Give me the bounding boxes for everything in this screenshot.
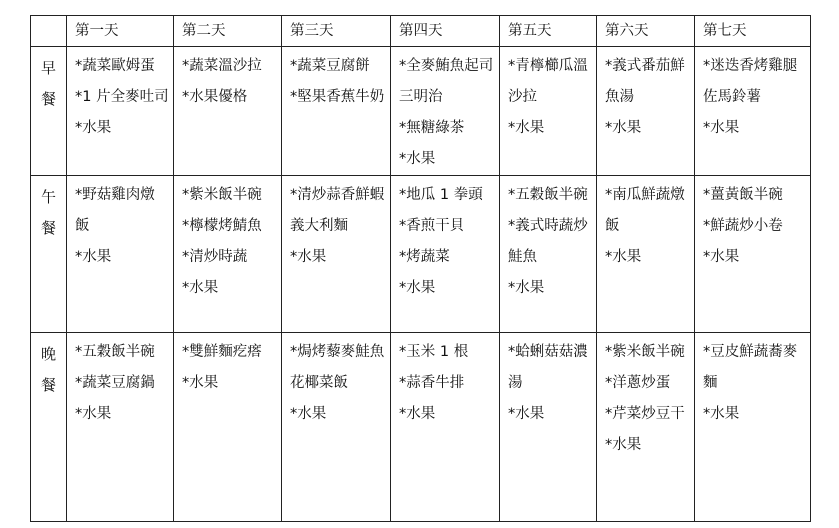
- menu-item: *清炒時蔬: [182, 249, 248, 265]
- menu-item: *五穀飯半碗: [508, 187, 588, 203]
- meal-cell: [67, 47, 174, 176]
- meal-label-char: 餐: [40, 90, 56, 108]
- menu-item: *水果: [399, 280, 436, 296]
- menu-item: *地瓜 1 拳頭: [399, 187, 483, 203]
- meal-label-char: 餐: [40, 219, 56, 237]
- meal-cell: [67, 176, 174, 333]
- meal-label-char: 餐: [40, 376, 56, 394]
- meal-cell: [391, 176, 500, 333]
- menu-item: *蒜香牛排: [399, 375, 465, 391]
- menu-item: *水果: [703, 120, 740, 136]
- meal-cell: [282, 47, 391, 176]
- menu-item: *水果: [703, 249, 740, 265]
- meal-cell: [695, 47, 811, 176]
- meal-label-char: 早: [40, 59, 56, 77]
- menu-item: *五穀飯半碗: [75, 344, 155, 360]
- day-header: 第五天: [500, 16, 597, 47]
- day-header: 第二天: [174, 16, 282, 47]
- menu-item: *全麥鮪魚起司三明治: [399, 58, 494, 105]
- menu-item: *水果: [75, 120, 112, 136]
- menu-item: *水果優格: [182, 89, 248, 105]
- menu-item: *義式番茄鮮魚湯: [605, 58, 685, 105]
- menu-item: *義式時蔬炒鮭魚: [508, 218, 588, 265]
- menu-item: *水果: [605, 249, 642, 265]
- menu-item: *豆皮鮮蔬蕎麥麵: [703, 344, 798, 391]
- meal-label-char: 晚: [40, 345, 56, 363]
- meal-cell: [597, 333, 695, 522]
- meal-cell: [391, 47, 500, 176]
- meal-cell: [695, 176, 811, 333]
- meal-cell: [597, 176, 695, 333]
- menu-item: *蔬菜豆腐鍋: [75, 375, 155, 391]
- meal-label: [31, 333, 67, 522]
- menu-item: *水果: [605, 437, 642, 453]
- meal-cell: [282, 176, 391, 333]
- menu-item: *蔬菜歐姆蛋: [75, 58, 155, 74]
- meal-cell: [282, 333, 391, 522]
- menu-item: *鮮蔬炒小卷: [703, 218, 783, 234]
- lunch-row: [31, 176, 811, 333]
- meal-cell: [174, 47, 282, 176]
- menu-item: *洋蔥炒蛋: [605, 375, 671, 391]
- menu-item: *水果: [399, 151, 436, 167]
- menu-item: *紫米飯半碗: [605, 344, 685, 360]
- meal-label: [31, 47, 67, 176]
- corner-cell: [31, 16, 67, 47]
- day-header: 第七天: [695, 16, 811, 47]
- menu-item: *蔬菜溫沙拉: [182, 58, 262, 74]
- menu-item: *水果: [290, 249, 327, 265]
- menu-item: *清炒蒜香鮮蝦義大利麵: [290, 187, 385, 234]
- menu-item: *玉米 1 根: [399, 344, 469, 360]
- dinner-row: [31, 333, 811, 522]
- menu-item: *水果: [75, 406, 112, 422]
- menu-item: *堅果香蕉牛奶: [290, 89, 385, 105]
- menu-item: *野菇雞肉燉飯: [75, 187, 155, 234]
- meal-cell: [67, 333, 174, 522]
- menu-item: *水果: [508, 406, 545, 422]
- day-header: 第六天: [597, 16, 695, 47]
- menu-item: *青檸櫛瓜溫沙拉: [508, 58, 588, 105]
- menu-item: *香煎干貝: [399, 218, 465, 234]
- menu-item: *烤蔬菜: [399, 249, 450, 265]
- weekly-meal-plan-table: [30, 15, 811, 522]
- menu-item: *無糖綠茶: [399, 120, 465, 136]
- day-header: 第三天: [282, 16, 391, 47]
- menu-item: *芹菜炒豆干: [605, 406, 685, 422]
- meal-cell: [174, 176, 282, 333]
- menu-item: *薑黃飯半碗: [703, 187, 783, 203]
- menu-item: *水果: [508, 120, 545, 136]
- meal-label-char: 午: [40, 188, 56, 206]
- menu-item: *檸檬烤鯖魚: [182, 218, 262, 234]
- meal-cell: [500, 176, 597, 333]
- menu-item: *水果: [399, 406, 436, 422]
- menu-item: *水果: [290, 406, 327, 422]
- day-header: 第四天: [391, 16, 500, 47]
- meal-cell: [500, 47, 597, 176]
- meal-cell: [500, 333, 597, 522]
- menu-item: *蛤蜊菇菇濃湯: [508, 344, 588, 391]
- meal-cell: [174, 333, 282, 522]
- menu-item: *水果: [703, 406, 740, 422]
- menu-item: *迷迭香烤雞腿佐馬鈴薯: [703, 58, 798, 105]
- menu-item: *水果: [182, 375, 219, 391]
- menu-item: *水果: [605, 120, 642, 136]
- breakfast-row: [31, 47, 811, 176]
- menu-item: *水果: [182, 280, 219, 296]
- menu-item: *水果: [75, 249, 112, 265]
- meal-cell: [391, 333, 500, 522]
- meal-label: [31, 176, 67, 333]
- meal-cell: [597, 47, 695, 176]
- menu-item: *蔬菜豆腐餅: [290, 58, 370, 74]
- menu-item: *焗烤藜麥鮭魚花椰菜飯: [290, 344, 385, 391]
- meal-cell: [695, 333, 811, 522]
- menu-item: *紫米飯半碗: [182, 187, 262, 203]
- menu-item: *水果: [508, 280, 545, 296]
- menu-item: *南瓜鮮蔬燉飯: [605, 187, 685, 234]
- menu-item: *1 片全麥吐司: [75, 89, 169, 105]
- header-row: [31, 16, 811, 47]
- menu-item: *雙鮮麵疙瘩: [182, 344, 262, 360]
- day-header: 第一天: [67, 16, 174, 47]
